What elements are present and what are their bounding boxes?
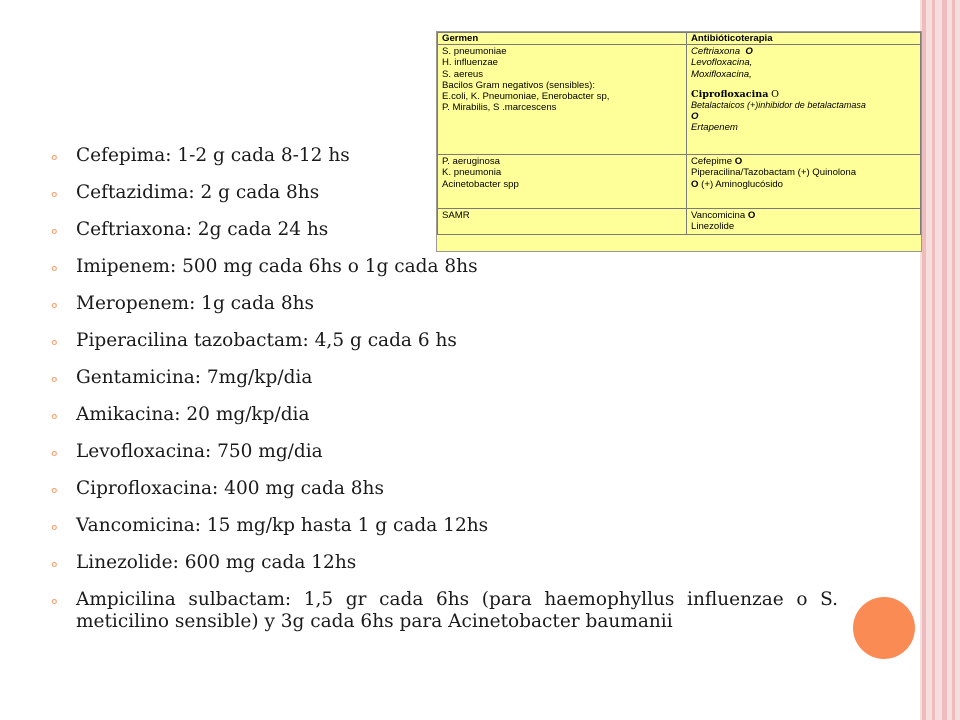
list-item: ⚬ Ceftazidima: 2 g cada 8hs <box>48 182 320 204</box>
stripe <box>942 0 947 720</box>
dosage-list <box>48 145 838 648</box>
germ-item: K. pneumonia <box>442 167 502 179</box>
bullet-icon: ⚬ <box>48 593 61 611</box>
bullet-icon: ⚬ <box>48 186 61 204</box>
table-cell-germs: SAMR <box>438 209 687 234</box>
bullet-icon: ⚬ <box>48 223 61 241</box>
bullet-icon: ⚬ <box>48 445 61 463</box>
bullet-icon: ⚬ <box>48 519 61 537</box>
antibiotic-item: Cefepime O <box>691 156 743 168</box>
decorative-circle <box>853 597 915 659</box>
germ-item: P. Mirabilis, S .marcescens <box>442 102 557 114</box>
list-item: ⚬ Imipenem: 500 mg cada 6hs o 1g cada 8hs <box>48 256 478 278</box>
germ-item: S. aereus <box>442 68 484 80</box>
antibiotic-item: O (+) Aminoglucósido <box>691 178 783 190</box>
bullet-icon: ⚬ <box>48 260 61 278</box>
antibiotic-item: Linezolide <box>691 221 735 233</box>
table-cell-antibiotics <box>687 45 921 155</box>
germ-item: E.coli, K. Pneumoniae, Enerobacter sp, <box>442 91 610 103</box>
antibiotic-item: Vancomicina O <box>691 210 756 222</box>
list-item: ⚬ Amikacina: 20 mg/kp/dia <box>48 404 310 426</box>
list-item: ⚬ Gentamicina: 7mg/kp/dia <box>48 367 313 389</box>
germ-item: Bacilos Gram negativos (sensibles): <box>442 79 596 91</box>
bullet-icon: ⚬ <box>48 334 61 352</box>
bullet-icon: ⚬ <box>48 482 61 500</box>
table-header-antibiotic: Antibióticoterapia <box>687 33 921 45</box>
bullet-icon: ⚬ <box>48 149 61 167</box>
stripe <box>932 0 935 720</box>
germ-item: P. aeruginosa <box>442 156 500 168</box>
list-item: ⚬ Ciprofloxacina: 400 mg cada 8hs <box>48 478 384 500</box>
list-item: ⚬ Ampicilina sulbactam: 1,5 gr cada 6hs (para haemophyllus influenzae o S. meticilino sensible) y 3g cada 6hs para Acinetobacter baumanii <box>48 589 838 632</box>
antibiotic-item: Levofloxacina, <box>691 57 753 69</box>
list-item: ⚬ Linezolide: 600 mg cada 12hs <box>48 552 357 574</box>
antibiotic-item: O <box>691 111 699 123</box>
list-item: ⚬ Vancomicina: 15 mg/kp hasta 1 g cada 12hs <box>48 515 489 537</box>
antibiotic-item: Ceftriaxona O <box>691 46 753 58</box>
list-item: ⚬ Meropenem: 1g cada 8hs <box>48 293 314 315</box>
germ-item: H. influenzae <box>442 57 498 69</box>
antibiotic-item: Piperacilina/Tazobactam (+) Quinolona <box>691 167 857 179</box>
bullet-icon: ⚬ <box>48 371 61 389</box>
antibiotic-item: Ciprofloxacina O <box>691 88 779 100</box>
list-item: ⚬ Ceftriaxona: 2g cada 24 hs <box>48 219 329 241</box>
list-item: ⚬ Levofloxacina: 750 mg/dia <box>48 441 323 463</box>
germ-item: Acinetobacter spp <box>442 178 519 190</box>
bullet-icon: ⚬ <box>48 297 61 315</box>
antibiotic-item: Moxifloxacina, <box>691 68 752 80</box>
table-cell-germs <box>438 45 687 155</box>
stripe <box>952 0 955 720</box>
stripe <box>922 0 926 720</box>
bullet-icon: ⚬ <box>48 408 61 426</box>
table-header-germ: Germen <box>438 33 687 45</box>
bullet-icon: ⚬ <box>48 556 61 574</box>
germ-item: S. pneumoniae <box>442 46 507 58</box>
list-item: ⚬ Cefepima: 1-2 g cada 8-12 hs <box>48 145 350 167</box>
antibiotic-item: Ertapenem <box>691 122 738 134</box>
list-item: ⚬ Piperacilina tazobactam: 4,5 g cada 6 hs <box>48 330 457 352</box>
antibiotic-item: Betalactaicos (+)inhibidor de betalactamasa <box>691 100 866 111</box>
decorative-stripes <box>920 0 960 720</box>
